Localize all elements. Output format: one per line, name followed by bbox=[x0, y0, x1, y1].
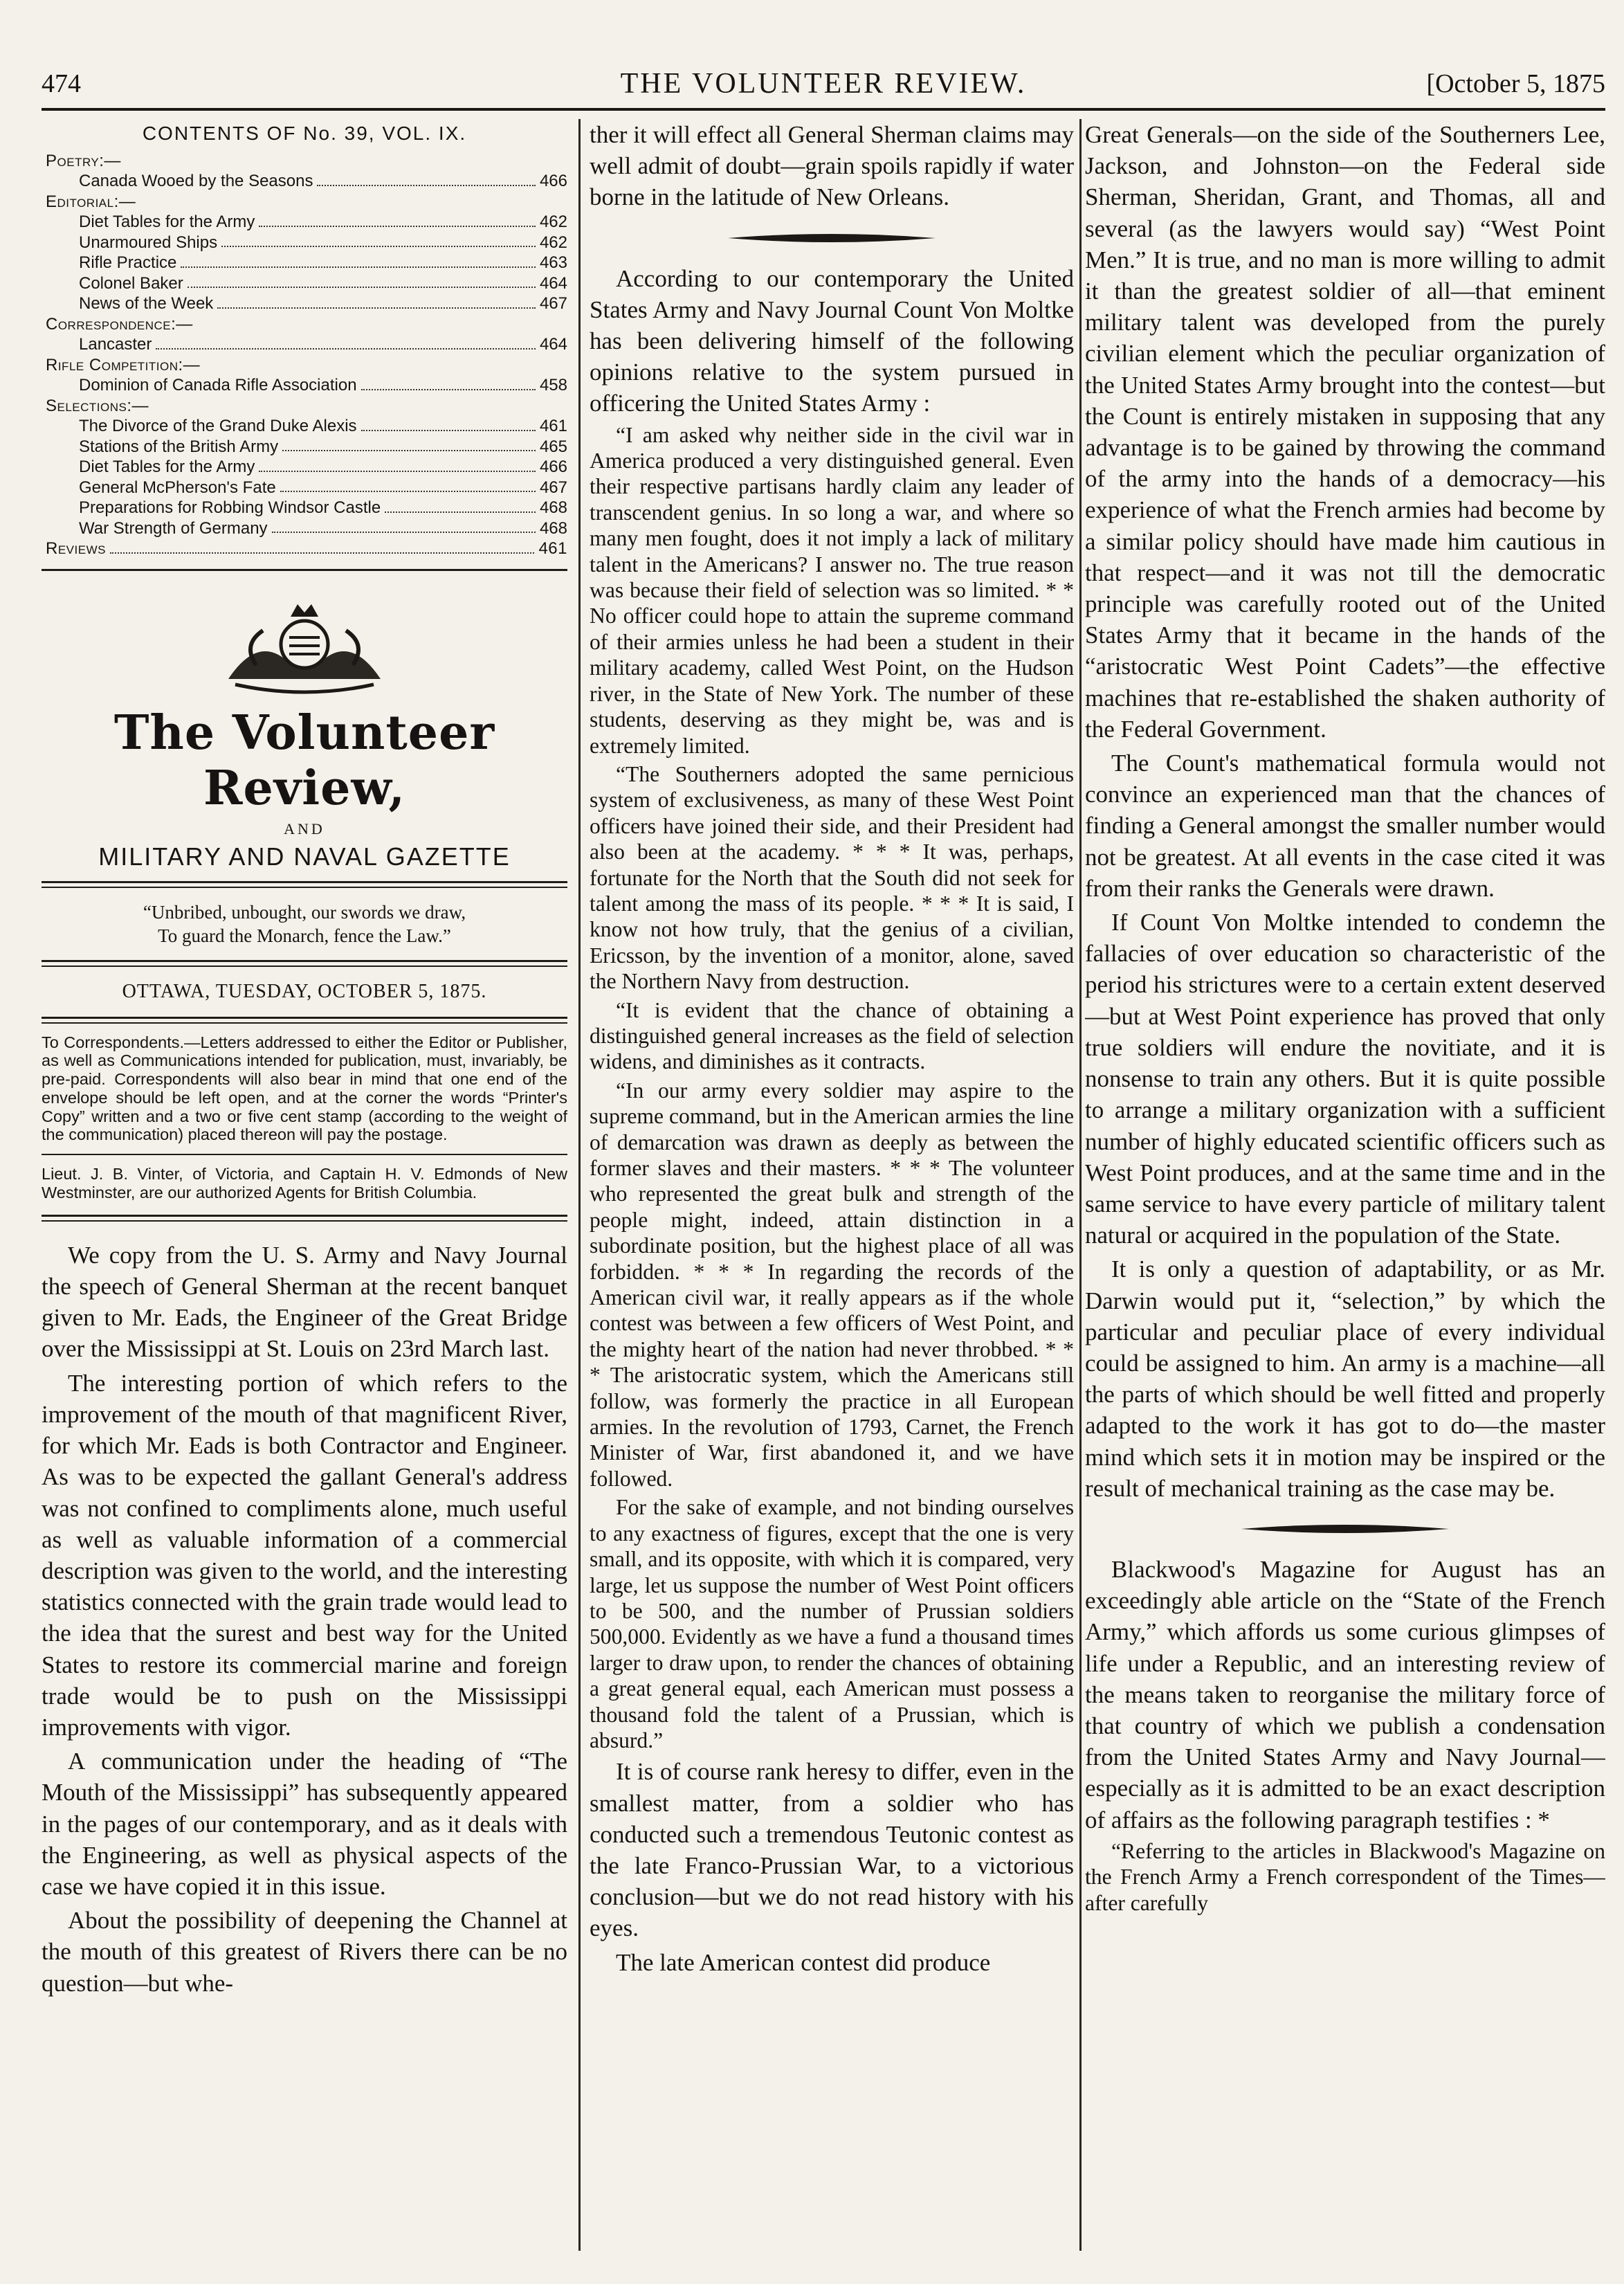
dateline-rule bbox=[42, 960, 567, 967]
column-divider bbox=[1079, 119, 1082, 2251]
contents-section-heading: Editorial:— bbox=[46, 192, 136, 211]
contents-item[interactable]: News of the Week 467 bbox=[79, 294, 567, 313]
editorial-paragraph: The interesting portion of which refers to the improvement of the mouth of that magnificent River, for which Mr. Eads is both Contractor and Engineer. As was to be expected the gallant General's address was not confined to compliments alone, much useful as well as valuable information of a commercial description was given to the world, and the interesting statistics connected with the grain trade would lead to the idea that the surest and best way for the United States to restore its commercial marine and foreign trade would be to push on the Mississippi improvements with vigor. bbox=[42, 1369, 567, 1741]
ornamental-rule-icon bbox=[1241, 1522, 1449, 1536]
contents-item[interactable]: Diet Tables for the Army 462 bbox=[79, 212, 567, 231]
column-1 bbox=[42, 119, 567, 2258]
editorial-paragraph: The Count's mathematical formula would not convince an experienced man that the chances of finding a General amongst the smaller number would not be greatest. At all events in the case cited it was from their ranks the Generals were drawn. bbox=[1085, 750, 1605, 902]
column-2 bbox=[590, 119, 1074, 2258]
agents-notice: Lieut. J. B. Vinter, of Victoria, and Captain H. V. Edmonds of New Westminster, are our authorized Agents for British Columbia. bbox=[42, 1165, 567, 1202]
contents-section-heading: Selections:— bbox=[46, 396, 149, 415]
masthead-subtitle: MILITARY AND NAVAL GAZETTE bbox=[98, 842, 511, 871]
contents-item[interactable]: Preparations for Robbing Windsor Castle 468 bbox=[79, 498, 567, 517]
contents-section-heading: Rifle Competition:— bbox=[46, 355, 201, 374]
column-3 bbox=[1085, 119, 1605, 2258]
header-rule bbox=[42, 108, 1605, 111]
masthead-motto: “Unbribed, unbought, our swords we draw, To guard the Monarch, fence the Law.” bbox=[143, 901, 466, 946]
contents-item[interactable]: The Divorce of the Grand Duke Alexis 461 bbox=[79, 417, 567, 435]
contents-item[interactable]: Stations of the British Army 465 bbox=[79, 437, 567, 456]
contents-item[interactable]: Rifle Practice 463 bbox=[79, 253, 567, 272]
contents-title: CONTENTS OF No. 39, VOL. IX. bbox=[142, 123, 467, 144]
quoted-paragraph: “The Southerners adopted the same pernicious system of exclusiveness, as many of these West Point officers have joined their side, and their President had also been at the academy. * * * It was, perhaps, fortunate for the North that the South did not seek for talent among the mass of its people. * * * It is said, I know not how truly, that the genius of a civilian, Ericsson, by the invention of a monitor, alone, saved the Northern Navy from destruction. bbox=[590, 761, 1074, 994]
editorial-paragraph: Great Generals—on the side of the Southerners Lee, Jackson, and Johnston—on the Federal side Sherman, Sheridan, Grant, and Thomas, all and several (as the lawyers would say) “West Point Men.” It is true, and no man is more willing to admit it than the greatest soldier of all—that eminent military talent was developed from the purely civilian element which the peculiar organization of the United States Army brought into the contest—but the Count is entirely mistaken in supposing that any advantage is to be gained by throwing the command of the army into the hands of a democracy—his experience of what the French armies had become by a similar policy should have made him cautious in that respect—and it was not till the democratic principle was carefully rooted out of the United States Army that it became in the hands of the “aristocratic West Point Cadets”—the effective machines that re-established the shaken authority of the Federal Government. bbox=[1085, 121, 1605, 743]
editorial-paragraph: About the possibility of deepening the Channel at the mouth of this greatest of Rivers there can be no question—but whe- bbox=[42, 1907, 567, 1997]
quoted-paragraph: “In our army every soldier may aspire to the supreme command, but in the American armies the line of demarcation was drawn as deeply as between the former slaves and their masters. * * * The volunteer who represented the great bulk and strength of the people might, indeed, attain distinction in a subordinate position, but the highest place of all was forbidden. * * * In regarding the records of the American civil war, it really appears as if the whole contest was between a few officers of West Point, and the mighty heart of the nation had never throbbed. * * * The aristocratic system, which the Americans still follow, was formerly the practice in all European armies. In the revolution of 1793, Carnet, the French Minister of War, first abandoned it, and we have followed. bbox=[590, 1078, 1074, 1491]
editorial-paragraph: According to our contemporary the United States Army and Navy Journal Count Von Moltke has been delivering himself of the following opinions relative to the system pursued in officering the United States Army : bbox=[590, 264, 1074, 417]
notice-rule bbox=[42, 1017, 567, 1024]
contents-box bbox=[42, 123, 567, 559]
quoted-paragraph: “Referring to the articles in Blackwood's Magazine on the French Army a French correspondent of the Times—after carefully bbox=[1085, 1838, 1605, 1915]
editorial-paragraph: If Count Von Moltke intended to condemn the fallacies of over education so characteristic of the period his strictures were to a certain extent deserved—but at West Point experience has proved that only true soldiers will endure the novitiate, and it is nonsense to train any others. But it is quite possible to arrange a military organization with a sufficient number of highly educated scientific officers such as West Point produces, and at the same time and in the same service to have every particle of military talent natural or acquired in the population of the State. bbox=[1085, 909, 1605, 1249]
contents-section-heading: Correspondence:— bbox=[46, 314, 193, 334]
editorial-paragraph: A communication under the heading of “The Mouth of the Mississippi” has subsequently appeared in the pages of our contemporary, and as it deals with the Engineering, as well as physical aspects of the case we have copied it in this issue. bbox=[42, 1748, 567, 1900]
contents-section-heading: Poetry:— bbox=[46, 151, 121, 170]
notice-divider bbox=[42, 1154, 567, 1155]
editorial-paragraph: Blackwood's Magazine for August has an exceedingly able article on the “State of the French Army,” which affords us some curious glimpses of life under a Republic, and an interesting review of the means taken to reorganise the military force of that country of which we publish a condensation from the United States Army and Navy Journal—especially as it is admitted to be an exact description of affairs as the following paragraph testifies : * bbox=[1085, 1555, 1605, 1833]
quoted-paragraph: “It is evident that the chance of obtaining a distinguished general increases as the field of selection widens, and diminishes as it contracts. bbox=[590, 997, 1074, 1074]
contents-item[interactable]: Canada Wooed by the Seasons 466 bbox=[79, 172, 567, 190]
contents-item[interactable]: Reviews 461 bbox=[46, 539, 567, 558]
dateline: OTTAWA, TUESDAY, OCTOBER 5, 1875. bbox=[122, 980, 487, 1002]
contents-item[interactable]: Colonel Baker 464 bbox=[79, 273, 567, 293]
editorial-paragraph: We copy from the U. S. Army and Navy Journal the speech of General Sherman at the recent banquet given to Mr. Eads, the Engineer of the Great Bridge over the Mississippi at St. Louis on 23rd March last. bbox=[42, 1241, 567, 1363]
editorial-paragraph: It is only a question of adaptability, or as Mr. Darwin would put it, “selection,” by which the particular and peculiar place of every individual could be assigned to him. An army is a machine—all the parts of which should be well fitted and properly adapted to the work it has got to do—the master mind which sets it in motion may be inspired or the result of mechanical training as the case may be. bbox=[1085, 1256, 1605, 1502]
editorial-paragraph: The late American contest did produce bbox=[616, 1948, 991, 1976]
editorial-paragraph: ther it will effect all General Sherman claims may well admit of doubt—grain spoils rapidly if water borne in the latitude of New Orleans. bbox=[590, 121, 1074, 211]
quoted-paragraph: For the sake of example, and not binding ourselves to any exactness of figures, except that the one is very small, and its opposite, with which it is compared, very large, let us suppose the number of West Point officers to be 500, and the number of Prussian soldiers 500,000. Evidently as we have a fund a thousand times larger to draw upon, to render the chances of obtaining a great general equal, each American must possess a thousand fold the talent of a Prussian, which is absurd.” bbox=[590, 1495, 1074, 1752]
section-rule bbox=[42, 569, 567, 571]
contents-item[interactable]: Unarmoured Ships 462 bbox=[79, 233, 567, 252]
correspondents-notice: To Correspondents.—Letters addressed to either the Editor or Publisher, as well as Communications intended for publication, must, invariably, be pre-paid. Correspondents will also bear in mind that one end of the envelope should be left open, and at the corner the words “Printer's Copy” written and a two or five cent stamp (according to the weight of the communication) placed thereon will pay the postage. bbox=[42, 1033, 567, 1144]
contents-item[interactable]: Dominion of Canada Rifle Association 458 bbox=[79, 376, 567, 395]
contents-item[interactable]: Diet Tables for the Army 466 bbox=[79, 457, 567, 476]
running-title: THE VOLUNTEER REVIEW. bbox=[620, 68, 1027, 100]
masthead-and: AND bbox=[284, 819, 325, 837]
ornamental-rule-icon bbox=[728, 231, 936, 245]
editorial-rule bbox=[42, 1215, 567, 1222]
page-number: 474 bbox=[42, 69, 81, 98]
page-header bbox=[42, 64, 1605, 105]
column-divider bbox=[578, 119, 581, 2251]
quoted-paragraph: “I am asked why neither side in the civil war in America produced a very distinguished general. Even their respective partisans hardly claim any leader of transcendent genius. In so long a war, and where so many men fought, does it not imply a lack of military talent in the Americans? I answer no. The true reason was because their field of selection was so limited. * * No officer could hope to attain the supreme command of their armies unless he had been a student in their military academy, called West Point, on the Hudson river, in the State of New York. The number of these students, deserving as they might be, was and is extremely limited. bbox=[590, 422, 1074, 758]
royal-arms-emblem-icon bbox=[215, 596, 394, 700]
masthead-rule bbox=[42, 881, 567, 888]
contents-item[interactable]: War Strength of Germany 468 bbox=[79, 518, 567, 538]
contents-item[interactable]: Lancaster 464 bbox=[79, 335, 567, 354]
editorial-paragraph: It is of course rank heresy to differ, even in the smallest matter, from a soldier who has conducted such a tremendous Teutonic contest as the late Franco-Prussian War, to a victorious conclusion—but we do not read history with his eyes. bbox=[590, 1758, 1074, 1942]
contents-item[interactable]: General McPherson's Fate 467 bbox=[79, 478, 567, 497]
masthead-title: The Volunteer Review, bbox=[113, 705, 495, 816]
issue-date: [October 5, 1875 bbox=[1426, 69, 1605, 98]
